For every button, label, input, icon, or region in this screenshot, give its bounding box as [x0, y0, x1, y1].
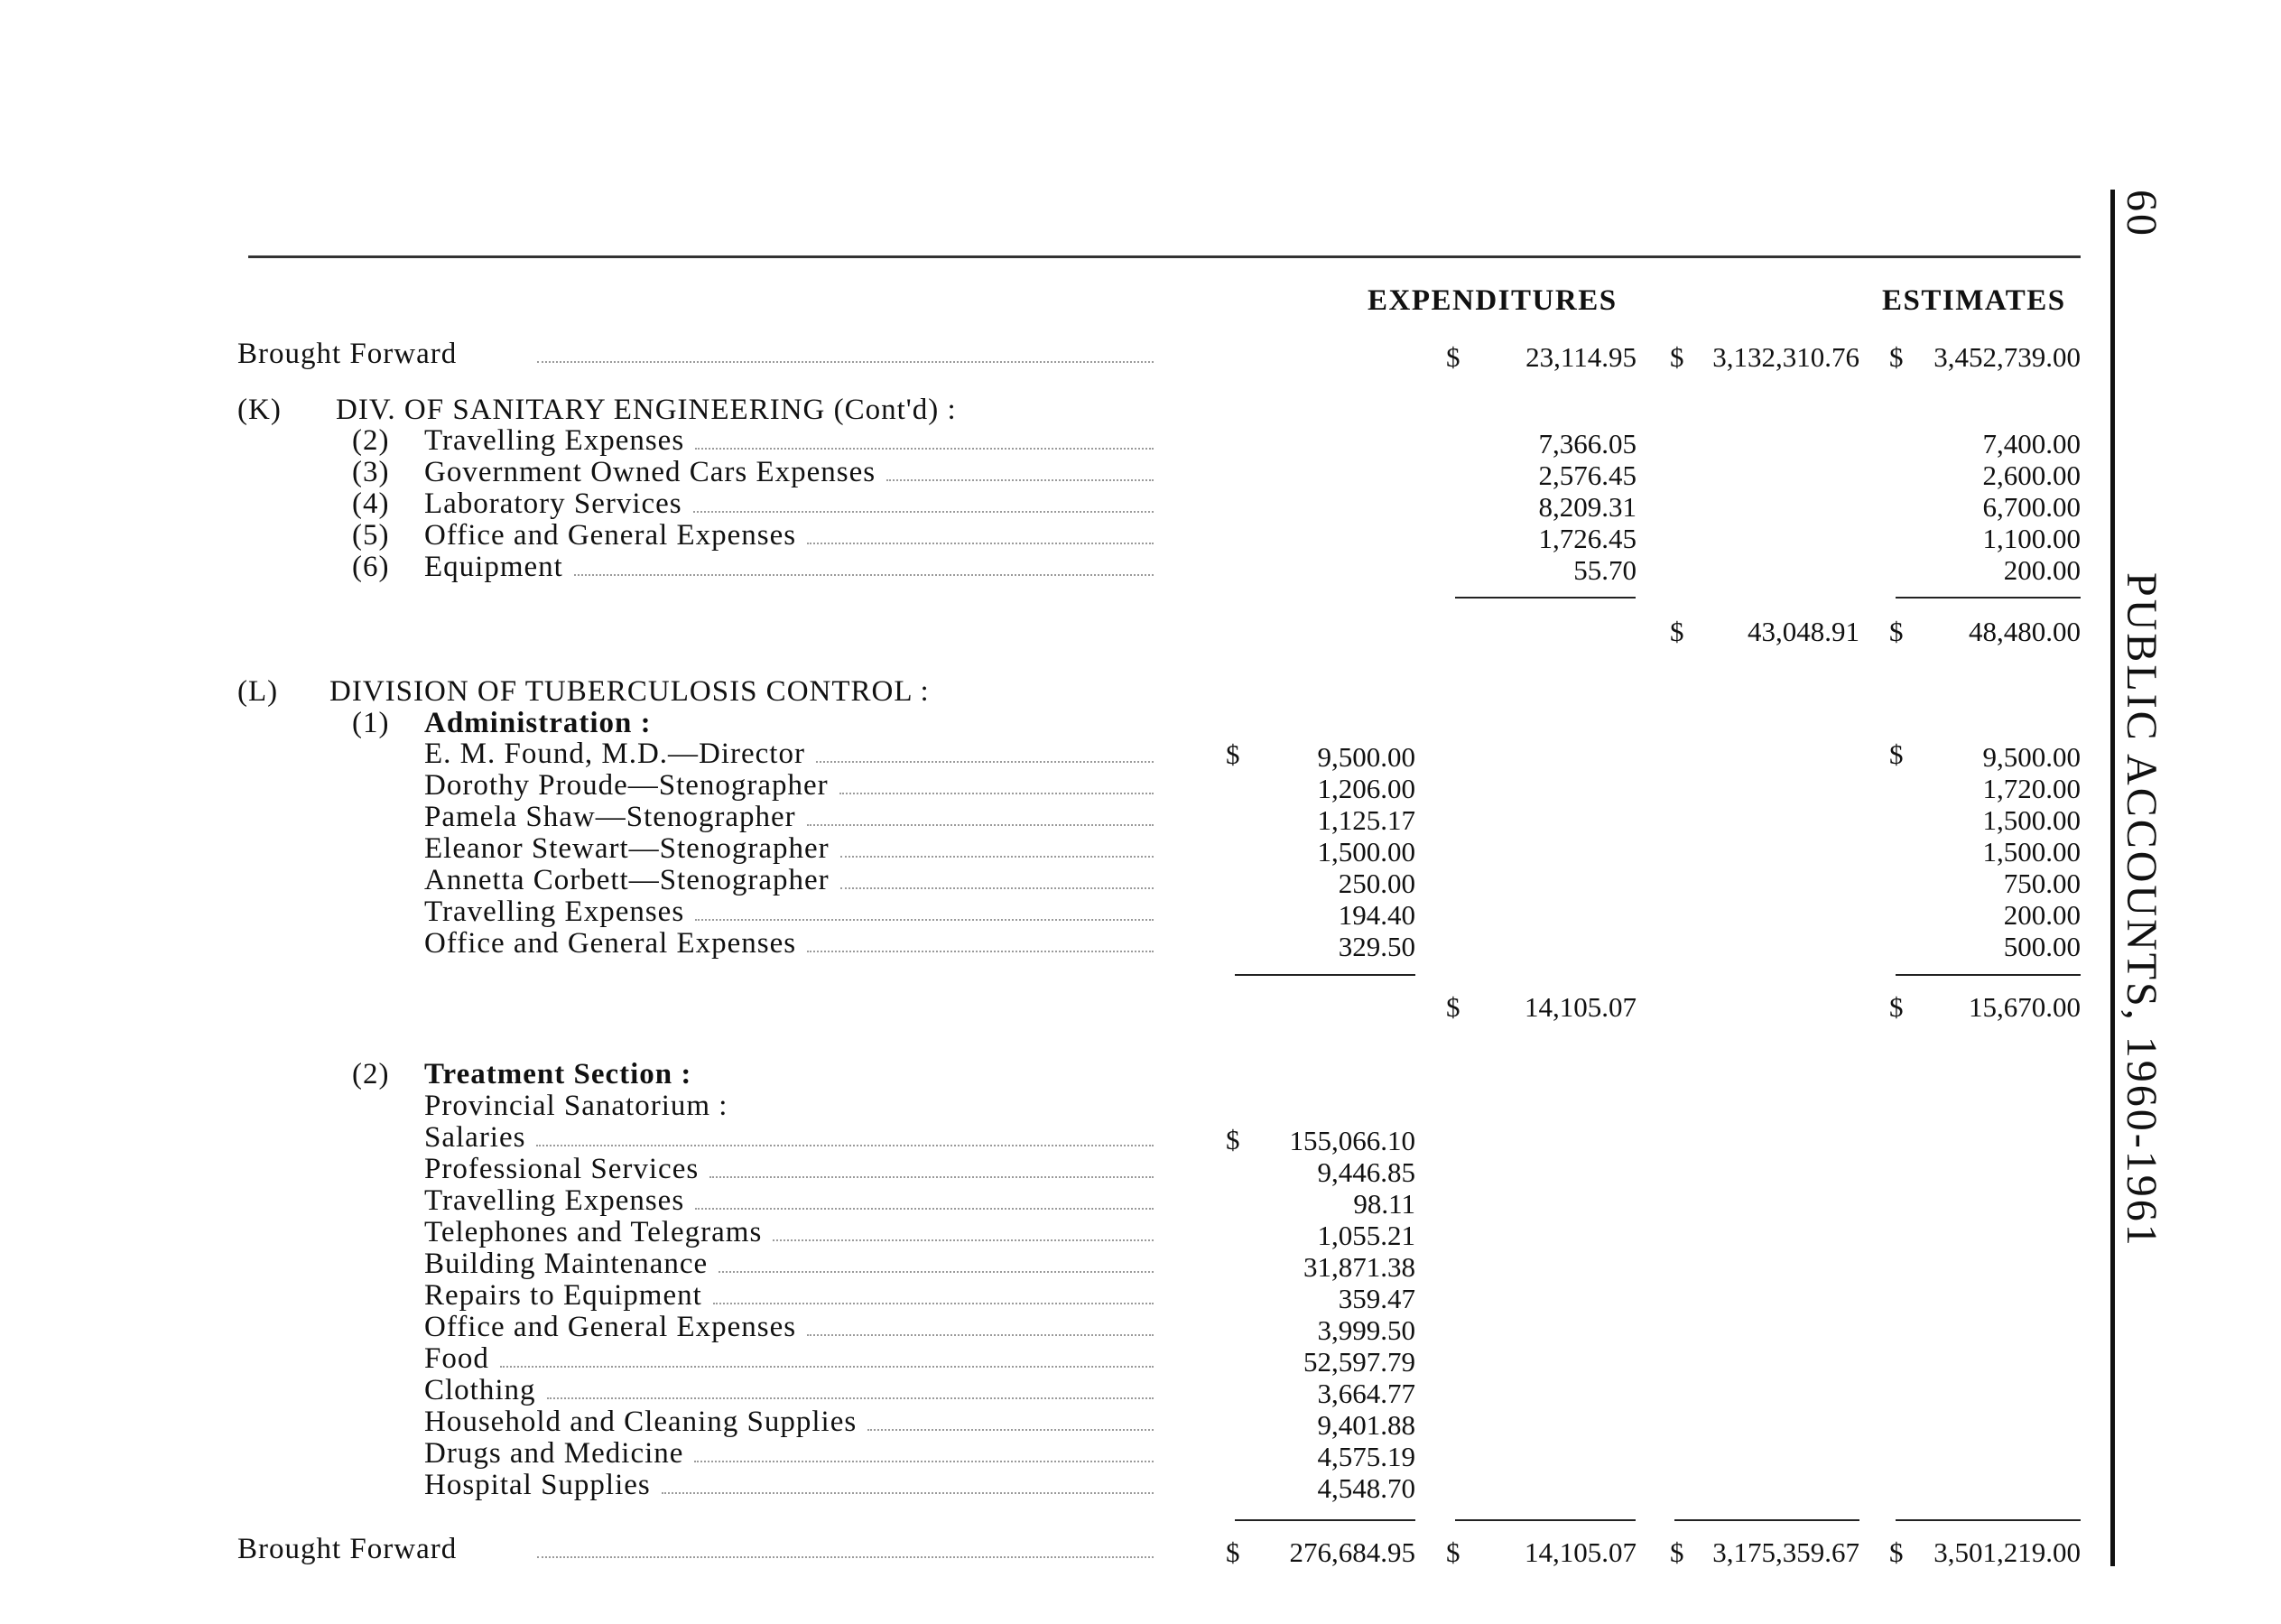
- treatment-heading: Treatment Section :: [424, 1058, 692, 1090]
- leader-dots: [536, 1145, 1154, 1146]
- item-estimate: 200.00: [2003, 554, 2081, 586]
- section-k-letter: (K): [237, 394, 282, 426]
- administration-heading: Administration :: [424, 707, 652, 739]
- page-number: 60: [2118, 190, 2165, 238]
- item-estimate: 500.00: [2003, 931, 2081, 962]
- leader-dots: [537, 361, 1154, 363]
- item-estimate: 7,400.00: [1982, 428, 2081, 459]
- brought-forward-label: Brought Forward: [237, 1533, 458, 1565]
- currency-symbol: $: [1446, 1536, 1460, 1568]
- leader-dots: [839, 793, 1154, 794]
- item-label: Travelling Expenses: [424, 424, 685, 457]
- item-expenditure: 1,726.45: [1538, 523, 1637, 554]
- currency-symbol: $: [1670, 341, 1684, 373]
- item-estimate: 1,100.00: [1982, 523, 2081, 554]
- item-amount: 3,999.50: [1317, 1314, 1415, 1346]
- item-expenditure: 194.40: [1338, 899, 1415, 931]
- section-l-letter: (L): [237, 675, 279, 708]
- currency-symbol: $: [1889, 1536, 1904, 1568]
- item-label: Government Owned Cars Expenses: [424, 456, 876, 488]
- item-expenditure: 1,500.00: [1317, 836, 1415, 868]
- leader-dots: [816, 761, 1154, 763]
- bottom-rule-col4: [1896, 1519, 2081, 1521]
- bottom-rule-col2: [1455, 1519, 1636, 1521]
- item-amount: 155,066.10: [1289, 1125, 1415, 1156]
- item-expenditure: 7,366.05: [1538, 428, 1637, 459]
- leader-dots: [547, 1397, 1154, 1399]
- item-estimate: 1,720.00: [1982, 773, 2081, 804]
- leader-dots: [693, 511, 1154, 513]
- leader-dots: [807, 824, 1154, 826]
- treatment-subheading: Provincial Sanatorium :: [424, 1090, 728, 1122]
- item-number: (5): [352, 519, 390, 552]
- currency-symbol: $: [1889, 738, 1904, 770]
- brought-forward-col4: 3,501,219.00: [1933, 1536, 2081, 1568]
- item-label: Office and General Expenses: [424, 927, 797, 960]
- item-label: Laboratory Services: [424, 487, 682, 520]
- currency-symbol: $: [1226, 1124, 1240, 1155]
- leader-dots: [537, 1556, 1154, 1558]
- item-amount: 52,597.79: [1303, 1346, 1415, 1378]
- item-expenditure: 1,206.00: [1317, 773, 1415, 804]
- expenditures-header: EXPENDITURES: [1368, 284, 1618, 317]
- leader-dots: [719, 1271, 1154, 1273]
- item-label: Drugs and Medicine: [424, 1437, 684, 1470]
- administration-total-expenditure: 14,105.07: [1525, 991, 1637, 1023]
- item-expenditure: 55.70: [1573, 554, 1637, 586]
- treatment-num: (2): [352, 1058, 390, 1090]
- brought-forward-col3: 3,175,359.67: [1712, 1536, 1859, 1568]
- item-label: Household and Cleaning Supplies: [424, 1406, 858, 1438]
- item-amount: 9,401.88: [1317, 1409, 1415, 1441]
- section-k-total-expenditure: 43,048.91: [1748, 616, 1859, 647]
- brought-forward-label: Brought Forward: [237, 338, 458, 370]
- leader-dots: [840, 856, 1154, 858]
- brought-forward-col2: 23,114.95: [1525, 341, 1637, 373]
- section-l-title: DIVISION OF TUBERCULOSIS CONTROL :: [329, 675, 930, 708]
- item-label: Dorothy Proude—Stenographer: [424, 769, 829, 802]
- item-estimate: 750.00: [2003, 868, 2081, 899]
- leader-dots: [867, 1429, 1154, 1431]
- leader-dots: [807, 951, 1154, 952]
- item-expenditure: 9,500.00: [1317, 741, 1415, 773]
- item-amount: 98.11: [1353, 1188, 1415, 1220]
- leader-dots: [713, 1303, 1154, 1304]
- item-label: Clothing: [424, 1374, 536, 1406]
- item-label: Equipment: [424, 551, 563, 583]
- currency-symbol: $: [1670, 1536, 1684, 1568]
- estimates-header: ESTIMATES: [1882, 284, 2066, 317]
- currency-symbol: $: [1446, 991, 1460, 1023]
- top-rule: [248, 255, 2081, 258]
- running-title: [2117, 190, 2166, 1248]
- item-expenditure: 329.50: [1338, 931, 1415, 962]
- leader-dots: [500, 1366, 1154, 1368]
- leader-dots: [709, 1176, 1154, 1178]
- brought-forward-col4: 3,452,739.00: [1933, 341, 2081, 373]
- leader-dots: [694, 1461, 1154, 1462]
- leader-dots: [695, 919, 1154, 921]
- item-amount: 1,055.21: [1317, 1220, 1415, 1251]
- bottom-rule-col3: [1674, 1519, 1859, 1521]
- item-label: Office and General Expenses: [424, 1311, 797, 1343]
- currency-symbol: $: [1889, 616, 1904, 647]
- currency-symbol: $: [1670, 616, 1684, 647]
- item-label: Food: [424, 1342, 489, 1375]
- item-amount: 4,548.70: [1317, 1472, 1415, 1504]
- leader-dots: [662, 1492, 1154, 1494]
- item-estimate: 200.00: [2003, 899, 2081, 931]
- item-label: Professional Services: [424, 1153, 700, 1185]
- item-expenditure: 2,576.45: [1538, 459, 1637, 491]
- currency-symbol: $: [1889, 341, 1904, 373]
- item-expenditure: 1,125.17: [1317, 804, 1415, 836]
- item-label: Repairs to Equipment: [424, 1279, 702, 1312]
- item-label: Office and General Expenses: [424, 519, 797, 552]
- item-label: Hospital Supplies: [424, 1469, 651, 1501]
- item-number: (4): [352, 487, 390, 520]
- leader-dots: [886, 479, 1154, 481]
- leader-dots: [807, 1334, 1154, 1336]
- item-label: Travelling Expenses: [424, 896, 685, 928]
- brought-forward-col3: 3,132,310.76: [1712, 341, 1859, 373]
- item-expenditure: 8,209.31: [1538, 491, 1637, 523]
- item-estimate: 6,700.00: [1982, 491, 2081, 523]
- item-label: E. M. Found, M.D.—Director: [424, 738, 805, 770]
- admin-estimate-rule: [1896, 974, 2081, 976]
- item-estimate: 2,600.00: [1982, 459, 2081, 491]
- item-label: Telephones and Telegrams: [424, 1216, 763, 1248]
- leader-dots: [695, 448, 1154, 450]
- section-k-total-estimate: 48,480.00: [1969, 616, 2081, 647]
- brought-forward-col1: 276,684.95: [1289, 1536, 1415, 1568]
- item-estimate: 1,500.00: [1982, 804, 2081, 836]
- currency-symbol: $: [1226, 738, 1240, 770]
- item-label: Annetta Corbett—Stenographer: [424, 864, 830, 896]
- currency-symbol: $: [1889, 991, 1904, 1023]
- item-label: Travelling Expenses: [424, 1184, 685, 1217]
- leader-dots: [807, 543, 1154, 544]
- right-border-rule: [2110, 190, 2115, 1566]
- currency-symbol: $: [1446, 341, 1460, 373]
- item-expenditure: 250.00: [1338, 868, 1415, 899]
- item-label: Pamela Shaw—Stenographer: [424, 801, 796, 833]
- leader-dots: [574, 574, 1154, 576]
- bottom-rule-col1: [1235, 1519, 1415, 1521]
- leader-dots: [695, 1208, 1154, 1210]
- item-estimate: 9,500.00: [1982, 741, 2081, 773]
- administration-total-estimate: 15,670.00: [1969, 991, 2081, 1023]
- section-k-title: DIV. OF SANITARY ENGINEERING (Cont'd) :: [336, 394, 957, 426]
- k-estimate-rule: [1896, 597, 2081, 599]
- item-amount: 4,575.19: [1317, 1441, 1415, 1472]
- item-amount: 31,871.38: [1303, 1251, 1415, 1283]
- item-label: Salaries: [424, 1121, 526, 1154]
- item-label: Building Maintenance: [424, 1248, 709, 1280]
- item-label: Eleanor Stewart—Stenographer: [424, 832, 830, 865]
- administration-num: (1): [352, 707, 390, 739]
- item-estimate: 1,500.00: [1982, 836, 2081, 868]
- item-number: (6): [352, 551, 390, 583]
- item-amount: 359.47: [1338, 1283, 1415, 1314]
- leader-dots: [773, 1239, 1154, 1241]
- currency-symbol: $: [1226, 1536, 1240, 1568]
- item-amount: 9,446.85: [1317, 1156, 1415, 1188]
- leader-dots: [840, 887, 1154, 889]
- item-number: (3): [352, 456, 390, 488]
- item-number: (2): [352, 424, 390, 457]
- k-expenditure-rule: [1455, 597, 1636, 599]
- item-amount: 3,664.77: [1317, 1378, 1415, 1409]
- side-title: PUBLIC ACCOUNTS, 1960-1961: [2118, 572, 2165, 1248]
- brought-forward-col2: 14,105.07: [1525, 1536, 1637, 1568]
- admin-expenditure-rule: [1235, 974, 1415, 976]
